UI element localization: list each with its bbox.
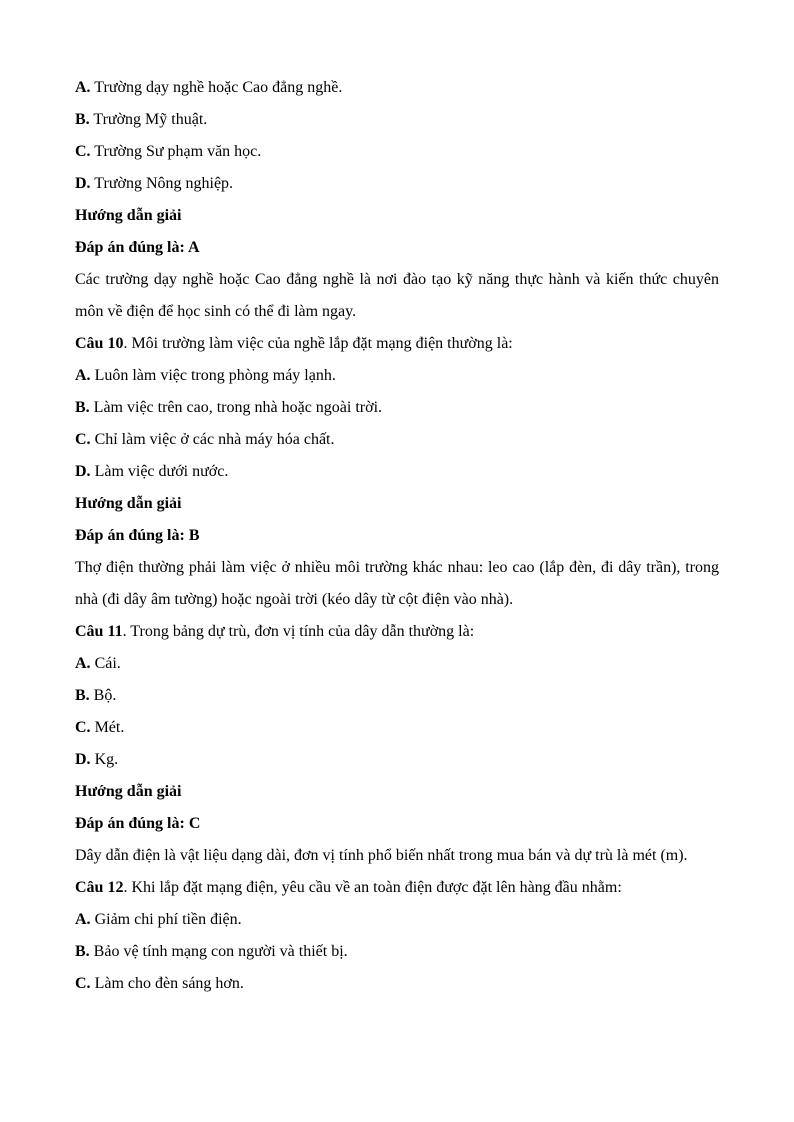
bold-run: Câu 11 (75, 623, 123, 640)
paragraph-answer (75, 808, 719, 840)
bold-run: Hướng dẫn giải (75, 783, 182, 800)
text-run: Luôn làm việc trong phòng máy lạnh. (90, 367, 336, 384)
paragraph-option (75, 904, 719, 936)
bold-run: Đáp án đúng là: C (75, 815, 201, 832)
bold-run: Câu 10 (75, 335, 124, 352)
paragraph-heading (75, 488, 719, 520)
text-run: Thợ điện thường phải làm việc ở nhiều môi trường khác nhau: leo cao (lắp đèn, đi dây trần), trong nhà (đi dây âm tường) hoặc ngoài trời (kéo dây từ cột điện vào nhà). (75, 559, 719, 608)
bold-run: B. (75, 943, 90, 960)
bold-run: A. (75, 79, 91, 96)
text-run: Trường dạy nghề hoặc Cao đẳng nghề. (90, 79, 343, 96)
bold-run: D. (75, 751, 91, 768)
paragraph-option (75, 136, 719, 168)
bold-run: Hướng dẫn giải (75, 495, 182, 512)
paragraph-body (75, 264, 719, 328)
bold-run: B. (75, 399, 90, 416)
paragraph-option (75, 104, 719, 136)
paragraph-option (75, 424, 719, 456)
bold-run: C. (75, 431, 91, 448)
bold-run: C. (75, 975, 91, 992)
bold-run: Câu 12 (75, 879, 124, 896)
bold-run: A. (75, 655, 91, 672)
paragraph-option (75, 968, 719, 1000)
paragraph-option (75, 360, 719, 392)
bold-run: C. (75, 719, 91, 736)
text-run: Chỉ làm việc ở các nhà máy hóa chất. (90, 431, 335, 448)
text-run: Dây dẫn điện là vật liệu dạng dài, đơn vị tính phổ biến nhất trong mua bán và dự trù là mét (m). (75, 847, 688, 864)
paragraph-heading (75, 776, 719, 808)
text-run: Trường Mỹ thuật. (89, 111, 208, 128)
bold-run: C. (75, 143, 91, 160)
paragraph-option (75, 72, 719, 104)
paragraph-option (75, 168, 719, 200)
text-run: . Trong bảng dự trù, đơn vị tính của dây dẫn thường là: (122, 623, 475, 640)
paragraph-option (75, 712, 719, 744)
paragraph-option (75, 456, 719, 488)
text-run: Kg. (90, 751, 119, 768)
paragraph-question (75, 328, 719, 360)
text-run: Mét. (90, 719, 125, 736)
text-run: Bộ. (89, 687, 117, 704)
bold-run: A. (75, 911, 91, 928)
bold-run: D. (75, 175, 91, 192)
paragraph-body (75, 552, 719, 616)
text-run: Giảm chi phí tiền điện. (90, 911, 242, 928)
text-run: Bảo vệ tính mạng con người và thiết bị. (89, 943, 348, 960)
document-content (75, 72, 719, 1000)
text-run: . Môi trường làm việc của nghề lắp đặt mạng điện thường là: (123, 335, 513, 352)
text-run: Các trường dạy nghề hoặc Cao đẳng nghề là nơi đào tạo kỹ năng thực hành và kiến thức chuyên môn về điện để học sinh có thể đi làm ngay. (75, 271, 719, 320)
paragraph-option (75, 744, 719, 776)
bold-run: B. (75, 687, 90, 704)
paragraph-answer (75, 232, 719, 264)
bold-run: Đáp án đúng là: B (75, 527, 200, 544)
paragraph-option (75, 936, 719, 968)
paragraph-option (75, 392, 719, 424)
text-run: Làm việc trên cao, trong nhà hoặc ngoài trời. (89, 399, 383, 416)
bold-run: D. (75, 463, 91, 480)
bold-run: Đáp án đúng là: A (75, 239, 200, 256)
paragraph-option (75, 680, 719, 712)
text-run: Trường Nông nghiệp. (90, 175, 234, 192)
bold-run: A. (75, 367, 91, 384)
text-run: Trường Sư phạm văn học. (90, 143, 262, 160)
paragraph-question (75, 616, 719, 648)
text-run: Làm cho đèn sáng hơn. (90, 975, 244, 992)
paragraph-body (75, 840, 719, 872)
text-run: . Khi lắp đặt mạng điện, yêu cầu về an toàn điện được đặt lên hàng đầu nhằm: (123, 879, 622, 896)
text-run: Làm việc dưới nước. (90, 463, 229, 480)
paragraph-question (75, 872, 719, 904)
bold-run: B. (75, 111, 90, 128)
text-run: Cái. (90, 655, 121, 672)
paragraph-heading (75, 200, 719, 232)
paragraph-answer (75, 520, 719, 552)
bold-run: Hướng dẫn giải (75, 207, 182, 224)
paragraph-option (75, 648, 719, 680)
